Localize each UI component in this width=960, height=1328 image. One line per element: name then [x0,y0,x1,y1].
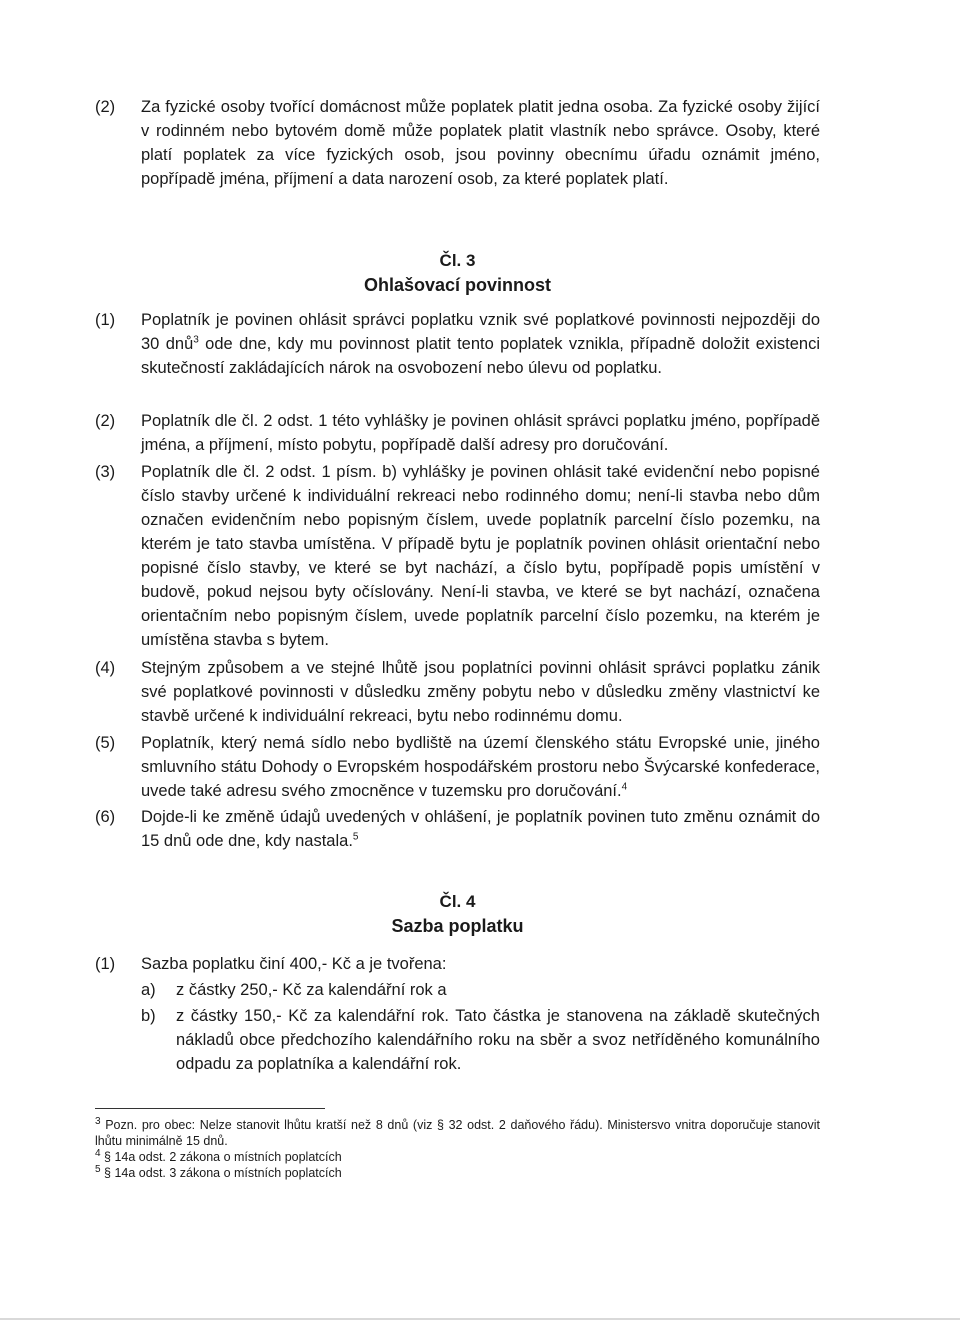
article-3-paragraph-4 [95,656,820,728]
article-3-paragraph-3 [95,460,820,652]
footnote-4: $^4$ § 14a odst. 2 zákona o místních poplatcích [95,1147,342,1164]
article-3-paragraph-5 [95,731,820,803]
footnotes [95,1117,820,1181]
footnote-ref-5[interactable]: 5 [352,831,359,843]
article-4-item-a [141,978,820,1002]
scan-edge-line [0,1318,960,1320]
paragraph-text: Za fyzické osoby tvořící domácnost může poplatek platit jedna osoba. Za fyzické osoby žijící v rodinném nebo bytovém domě může poplatek platit vlastník nebo správce. Osoby, které platí poplatek za více fyzických osob, jsou povinny obecnímu úřadu oznámit jméno, popřípadě jména, příjmení a data narození osob, za které poplatek platí. [141,98,820,188]
article-3-title: Čl. 3 [439,251,476,270]
paragraph-number: (4) [95,659,116,677]
article-4-subtitle: Sazba poplatku [391,916,524,936]
article-3-paragraph-6 [95,805,820,853]
footnote-separator [95,1108,325,1109]
article-3-paragraph-2 [95,409,820,457]
paragraph-number: (3) [95,463,116,481]
paragraph-number: (6) [95,808,116,826]
article-4-heading [95,890,820,938]
paragraph-text: Stejným způsobem a ve stejné lhůtě jsou poplatníci povinni ohlásit správci poplatku zánik své poplatkové povinnosti v důsledku změny pobytu nebo v důsledku změny vlastnictví ke stavbě určené k individuální rekreaci, bytu nebo rodinnému domu. [141,659,820,725]
paragraph-text: Poplatník dle čl. 2 odst. 1 písm. b) vyhlášky je povinen ohlásit také evidenční nebo popisné číslo stavby určené k individuální rekreaci nebo rodinného domu; není-li stavba nebo dům označen evidenčním nebo popisným číslem, uvede poplatník parcelní číslo pozemku, na kterém je tato stavba umístěna. V případě bytu je poplatník povinen ohlásit orientační nebo popisné číslo stavby, ve které se byt nachází, a číslo bytu, popřípadě popis umístění v budově, pokud nejsou byty očíslovány. Není-li stavba, ve které se byt nachází, označena orientačním nebo popisným číslem, uvede poplatník parcelní číslo pozemku, na kterém je umístěna stavba s bytem. [141,463,820,649]
article-4-paragraph-1 [95,952,820,976]
article-4-title: Čl. 4 [439,892,476,911]
item-label: b) [141,1007,156,1025]
article-3-subtitle: Ohlašovací povinnost [363,275,552,295]
paragraph-number: (5) [95,734,116,752]
footnote-5: $^5$ § 14a odst. 3 zákona o místních poplatcích [95,1163,342,1180]
paragraph-text: Dojde-li ke změně údajů uvedených v ohlášení, je poplatník povinen tuto změnu oznámit do 15 dnů ode dne, kdy nastala.$^5$ [141,808,820,850]
paragraph-text: Poplatník je povinen ohlásit správci poplatku vznik své poplatkové povinnosti nejpozději do 30 dnů$^3$ ode dne, kdy mu povinnost platit tento poplatek vznikla, případně doložit existenci skutečností zakládajících nárok na osvobození nebo úlevu od poplatku. [141,311,820,377]
paragraph-number: (1) [95,955,116,973]
paragraph-number: (2) [95,98,116,116]
article-3-paragraph-1 [95,308,820,380]
article-4-item-b [141,1004,820,1076]
paragraph-text: Poplatník, který nemá sídlo nebo bydliště na území členského státu Evropské unie, jiného smluvního státu Dohody o Evropském hospodářském prostoru nebo Švýcarské konfederace, uvede také adresu svého zmocněnce v tuzemsku pro doručování.$^4$ [141,734,820,800]
item-text: z částky 150,- Kč za kalendářní rok. Tato částka je stanovena na základě skutečných nákladů obce předchozího kalendářního roku na sběr a svoz netříděného komunálního odpadu za poplatníka a kalendářní rok. [176,1007,820,1073]
item-text: z částky 250,- Kč za kalendářní rok a [176,981,447,999]
item-label: a) [141,981,156,999]
paragraph-number: (2) [95,412,116,430]
article-3-heading [95,249,820,297]
footnote-ref-3[interactable]: 3 [193,334,199,346]
paragraph-number: (1) [95,311,116,329]
paragraph-text: Sazba poplatku činí 400,- Kč a je tvořena: [141,955,447,973]
paragraph-text: Poplatník dle čl. 2 odst. 1 této vyhlášky je povinen ohlásit správci poplatku jméno, popřípadě jména, a příjmení, místo pobytu, popřípadě další adresy pro doručování. [141,412,820,454]
footnote-ref-4[interactable]: 4 [621,781,628,793]
paragraph-2-top [95,95,820,191]
footnote-3: $^3$ Pozn. pro obec: Nelze stanovit lhůtu kratší než 8 dnů (viz § 32 odst. 2 daňového řádu). Ministersvo vnitra doporučuje stanovit lhůtu minimálně 15 dnů. [95,1115,820,1148]
